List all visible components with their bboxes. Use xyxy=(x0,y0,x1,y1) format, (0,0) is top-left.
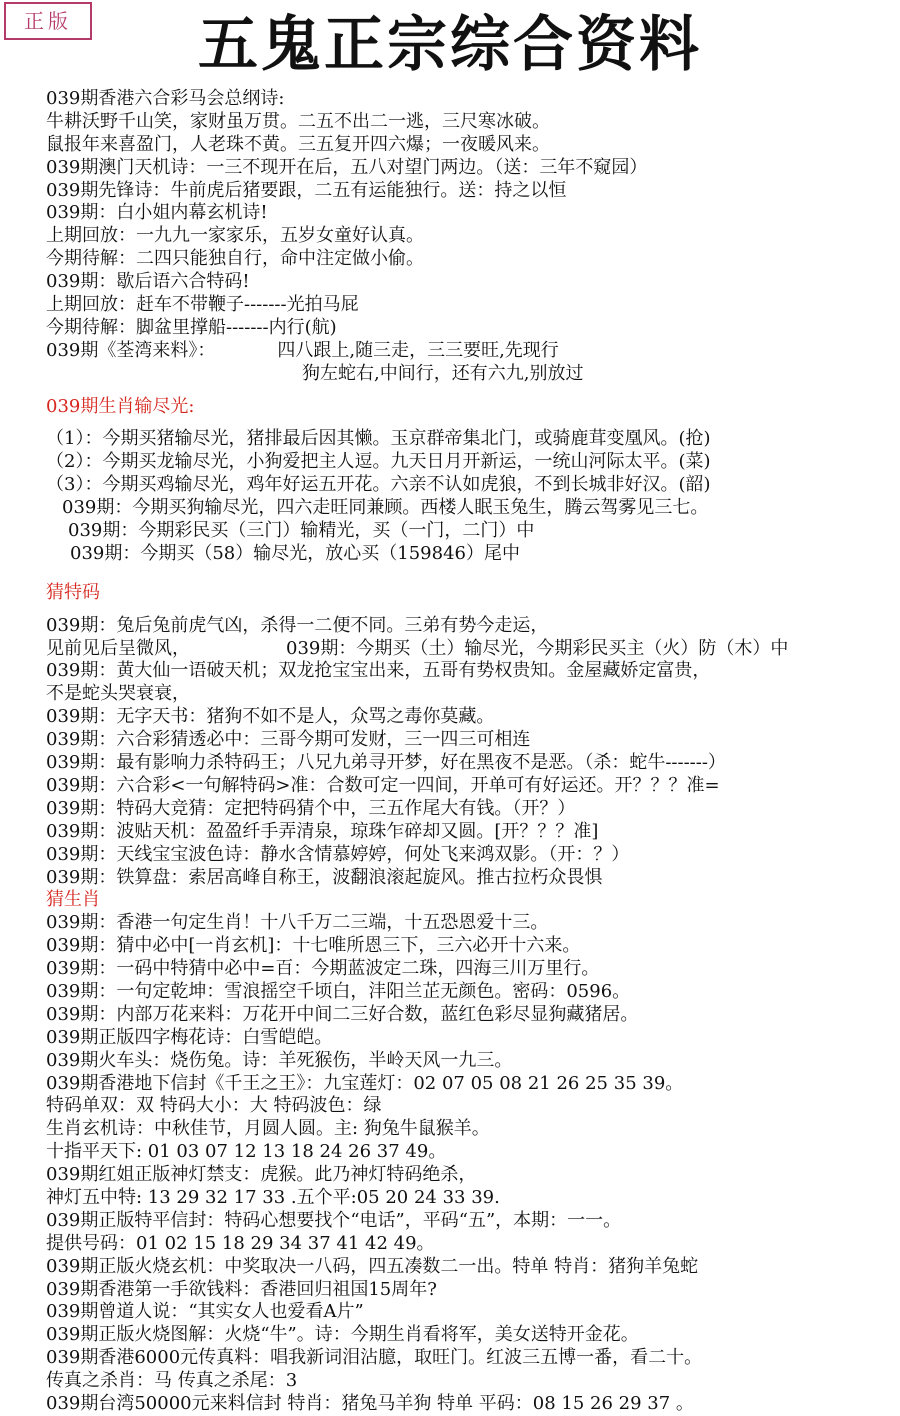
text-line: （3）：今期买鸡输尽光，鸡年好运五开花。六亲不认如虎狼，不到长城非好汉。(韶) xyxy=(46,474,711,496)
text-segment: 039期：今期买（土）输尽光，今期彩民买主（火）防（木）中 xyxy=(286,637,789,659)
text-line: 039期：特码大竞猜：定把特码猜个中，三五作尾大有钱。（开？） xyxy=(46,797,576,819)
text-line: 039期：波贴天机：盈盈纤手弄清泉，琼珠乍碎却又圆。[开？？？准] xyxy=(46,820,599,842)
text-line: 狗左蛇右,中间行，还有六九,别放过 xyxy=(302,362,584,384)
text-line: 今期待解：脚盆里撑船-------内行(航) xyxy=(46,316,337,338)
text-line: 不是蛇头哭衰衰， xyxy=(46,683,190,705)
section-heading: 猜特码 xyxy=(46,581,100,603)
text-line: 提供号码：01 02 15 18 29 34 37 41 42 49。 xyxy=(46,1232,435,1254)
text-line: 039期先锋诗：牛前虎后猪要跟，二五有运能独行。送：持之以恒 xyxy=(46,179,567,201)
section-heading: 039期生肖输尽光: xyxy=(46,395,195,417)
text-line: 039期：今期彩民买（三门）输精光，买（一门，二门）中 xyxy=(68,520,535,542)
poem-line: 四八跟上,随三走，三三要旺,先现行 xyxy=(277,339,559,361)
text-line: 039期：无字天书：猪狗不如不是人，众骂之毒你莫藏。 xyxy=(46,706,495,728)
text-line: 039期火车头：烧伤兔。诗：羊死猴伤，半岭天风一九三。 xyxy=(46,1049,513,1071)
text-line: 039期曾道人说：“其实女人也爱看A片” xyxy=(46,1301,364,1323)
text-line: 039期：一句定乾坤：雪浪摇空千顷白，沣阳兰芷无颜色。密码：0596。 xyxy=(46,980,631,1002)
genuine-badge: 正版 xyxy=(4,2,92,40)
text-line: 039期：香港一句定生肖！十八千万二三端，十五恐恩爱十三。 xyxy=(46,912,549,934)
text-line: 039期正版四字梅花诗：白雪皑皑。 xyxy=(46,1026,333,1048)
text-line: 039期：黄大仙一语破天机；双龙抢宝宝出来，五哥有势权贵知。金屋藏娇定富贵， xyxy=(46,660,711,682)
text-line: 039期香港地下信封《千王之王》：九宝莲灯：02 07 05 08 21 26 25 35 39。 xyxy=(46,1072,684,1094)
text-line: 039期：内部万花来料：万花开中间二三好合数，蓝红色彩尽显狗藏猪居。 xyxy=(46,1003,639,1025)
text-line: 039期：六合彩<一句解特码>准：合数可定一四间，开单可有好运还。开？？？准= xyxy=(46,774,720,796)
text-line: 特码单双：双 特码大小：大 特码波色：绿 xyxy=(46,1095,382,1117)
text-line: 039期：白小姐内幕玄机诗! xyxy=(46,202,268,224)
text-line: 039期正版火烧图解：火烧“牛”。诗：今期生肖看将军，美女送特开金花。 xyxy=(46,1324,639,1346)
text-line: 039期台湾50000元来料信封 特肖：猪兔马羊狗 特单 平码：08 15 26 29 37 。 xyxy=(46,1392,694,1414)
text-line: 039期香港第一手欲钱料：香港回归祖国15周年? xyxy=(46,1278,437,1300)
text-line xyxy=(46,340,896,363)
text-line: 039期澳门天机诗：一三不现开在后，五八对望门两边。（送：三年不窥园） xyxy=(46,156,648,178)
text-line: 039期：兔后兔前虎气凶，杀得一二便不同。三弟有势今走运， xyxy=(46,614,549,636)
text-line: 传真之杀肖：马 传真之杀尾：3 xyxy=(46,1370,298,1392)
text-line: 039期：天线宝宝波色诗：静水含情慕婷婷，何处飞来鸿双影。（开：？） xyxy=(46,843,630,865)
text-line: 039期：今期买狗输尽光，四六走旺同兼顾。西楼人眠玉兔生，腾云驾雾见三七。 xyxy=(62,497,709,519)
text-line: 牛耕沃野千山笑，家财虽万贯。二五不出二一逃，三尺寒冰破。 xyxy=(46,110,550,132)
text-line: 039期：猜中必中[一肖玄机]：十七唯所恩三下，三六必开十六来。 xyxy=(46,935,581,957)
text-line xyxy=(46,638,896,661)
text-line: 鼠报年来喜盈门，人老珠不黄。三五复开四六爆；一夜暖风来。 xyxy=(46,133,550,155)
page-title: 五鬼正宗综合资料 xyxy=(198,10,702,80)
poem-label: 039期《荃湾来料》： xyxy=(46,339,216,361)
text-line: 今期待解：二四只能独自行，命中注定做小偷。 xyxy=(46,248,424,270)
text-segment: 见前见后呈微风， xyxy=(46,637,190,659)
text-line: 十指平天下: 01 03 07 12 13 18 24 26 37 49。 xyxy=(46,1141,447,1163)
text-line: 神灯五中特: 13 29 32 17 33 .五个平:05 20 24 33 39. xyxy=(46,1186,500,1208)
text-line: 生肖玄机诗：中秋佳节，月圆人圆。主: 狗兔牛鼠猴羊。 xyxy=(46,1118,490,1140)
text-line: 039期：最有影响力杀特码王；八兄九弟寻开梦，好在黑夜不是恶。（杀：蛇牛-------） xyxy=(46,752,726,774)
article-body xyxy=(46,88,896,1416)
text-line: 039期：铁算盘：索居高峰自称王，波翻浪滚起旋风。推古拉朽众畏惧 xyxy=(46,866,603,888)
text-line: 上期回放：一九九一家家乐，五岁女童好认真。 xyxy=(46,225,424,247)
text-line: 039期香港6000元传真料：唱我新词泪沾臆，取旺门。红波三五博一番，看二十。 xyxy=(46,1347,703,1369)
text-line: 039期：歇后语六合特码! xyxy=(46,271,250,293)
text-line: 039期红姐正版神灯禁支：虎猴。此乃神灯特码绝杀， xyxy=(46,1164,477,1186)
text-line: （1）：今期买猪输尽光，猪排最后因其懒。玉京群帝集北门，或骑鹿茸变凰风。(抢) xyxy=(46,428,711,450)
text-line: 039期正版特平信封：特码心想要找个“电话”，平码“五”，本期：一一。 xyxy=(46,1209,622,1231)
text-line: 上期回放：赶车不带鞭子-------光拍马屁 xyxy=(46,294,359,316)
text-line: 039期正版火烧玄机：中奖取决一八码，四五凑数二一出。特单 特肖：猪狗羊兔蛇 xyxy=(46,1255,699,1277)
text-line: （2）：今期买龙输尽光，小狗爱把主人逗。九天日月开新运，一统山河际太平。(菜) xyxy=(46,451,711,473)
text-line: 039期香港六合彩马会总纲诗: xyxy=(46,88,285,109)
text-line: 039期：今期买（58）输尽光，放心买（159846）尾中 xyxy=(70,542,520,564)
text-line: 039期：一码中特猜中必中=百：今期蓝波定二珠，四海三川万里行。 xyxy=(46,958,600,980)
text-line: 039期：六合彩猜透必中：三哥今期可发财，三一四三可相连 xyxy=(46,729,531,751)
section-heading: 猜生肖 xyxy=(46,889,100,911)
